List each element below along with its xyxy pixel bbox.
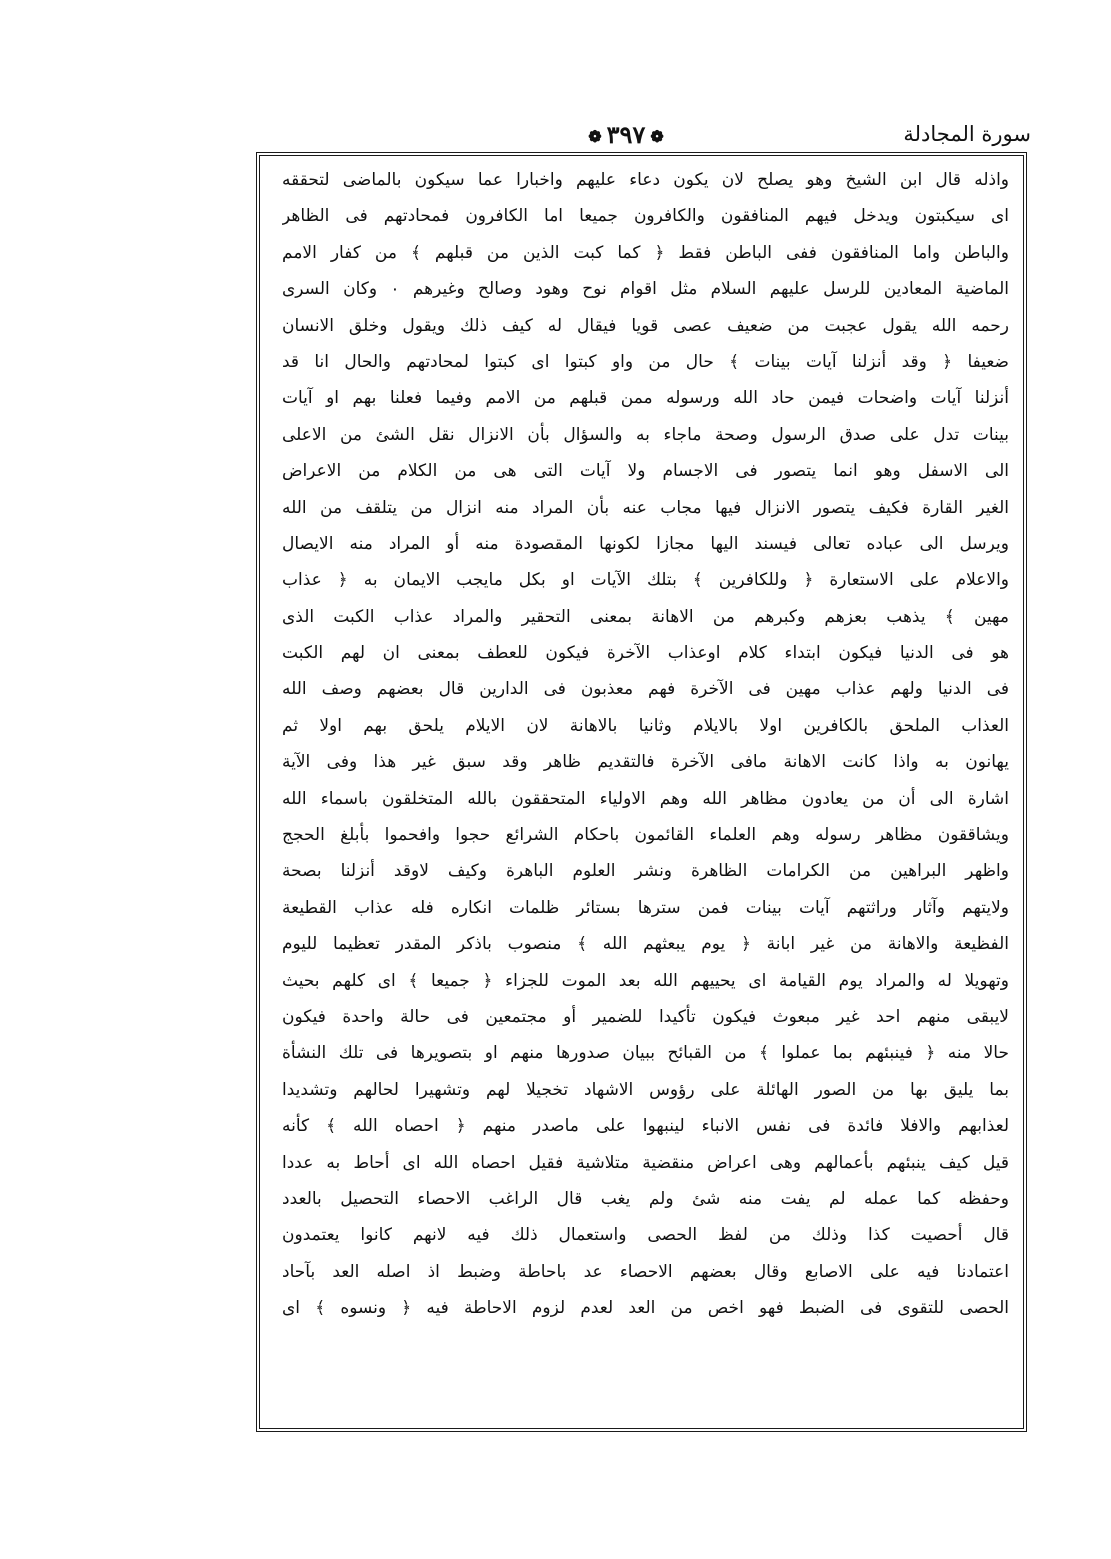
text-line: اشارة الى أن من يعادون مظاهر الله وهم الاولياء المتحققون بالله المتخلقون باسماء الله <box>282 788 1009 809</box>
text-line: قيل كيف ينبئهم بأعمالهم وهى اعراض منقضية متلاشية فقيل احصاه الله اى أحاط به عددا <box>282 1152 1009 1173</box>
text-line: الفظيعة والاهانة من غير ابانة ﴿ يوم يبعثهم الله ﴾ منصوب باذكر المقدر تعظيما لليوم <box>282 934 1009 955</box>
text-line: لعذابهم والافلا فائدة فى نفس الانباء لينبهوا على ماصدر منهم ﴿ احصاه الله ﴾ كأنه <box>282 1116 1009 1137</box>
text-line: اعتمادنا فيه على الاصابع وقال بعضهم الاحصاء عد باحاطة وضبط اذ اصله العد بآحاد <box>282 1261 1009 1282</box>
text-line: الماضية المعادين للرسل عليهم السلام مثل اقوام نوح وهود وصالح وغيرهم ٠ وكان السرى <box>282 279 1009 300</box>
page-number-value: ٣٩٧ <box>606 120 646 149</box>
text-line: قال أحصيت كذا وذلك من لفظ الحصى واستعمال ذلك فيه لانهم كانوا يعتمدون <box>282 1225 1009 1246</box>
text-line: ولايتهم وآثار وراثتهم آيات بينات فمن سترها بستائر ظلمات انكاره فله عذاب القطيعة <box>282 897 1009 918</box>
text-line: بينات تدل على صدق الرسول وصحة ماجاء به والسؤال بأن الانزال نقل الشئ من الاعلى <box>282 424 1009 445</box>
page-header <box>256 118 1031 154</box>
text-line: والاعلام على الاستعارة ﴿ وللكافرين ﴾ بتلك الآيات او بكل مايجب الايمان به ﴿ عذاب <box>282 570 1009 591</box>
page-frame <box>256 152 1027 1432</box>
text-line: مهين ﴾ يذهب بعزهم وكبرهم من الاهانة بمعنى التحقير والمراد عذاب الكبت الذى <box>282 606 1009 627</box>
text-line: أنزلنا آيات واضحات فيمن حاد الله ورسوله ممن قبلهم من الامم وفيما فعلنا بهم او آيات <box>282 388 1009 409</box>
text-line: وتهويلا له والمراد يوم القيامة اى يحييهم الله بعد الموت للجزاء ﴿ جميعا ﴾ اى كلهم بحيث <box>282 970 1009 991</box>
page-number <box>556 120 696 149</box>
ornament-right-icon: ❁ <box>650 127 664 146</box>
text-line: اى سيكبتون ويدخل فيهم المنافقون والكافرون جميعا اما الكافرون فمحادتهم فى الظاهر <box>282 206 1009 227</box>
text-line: واظهر البراهين من الكرامات الظاهرة ونشر العلوم الباهرة وكيف لاوقد أنزلنا بصحة <box>282 861 1009 882</box>
text-line: ضعيفا ﴿ وقد أنزلنا آيات بينات ﴾ حال من واو كبتوا اى كبتوا لمحادتهم والحال انا قد <box>282 351 1009 372</box>
text-line: الغير القارة فكيف يتصور الانزال فيها مجاب عنه بأن المراد منه انزال من يتلقف من الله <box>282 497 1009 518</box>
surah-title: سورة المجادلة <box>903 122 1031 146</box>
text-line: رحمه الله يقول عجبت من ضعيف عصى قويا فيقال له كيف ذلك ويقول وخلق الانسان <box>282 315 1009 336</box>
text-line: بما يليق بها من الصور الهائلة على رؤوس الاشهاد تخجيلا لهم وتشهيرا لحالهم وتشديدا <box>282 1079 1009 1100</box>
text-line: حالا منه ﴿ فينبئهم بما عملوا ﴾ من القبائح ببيان صدورها منهم او بتصويرها فى تلك النشأة <box>282 1043 1009 1064</box>
text-body <box>282 162 1009 1422</box>
text-line: وحفظه كما عمله لم يفت منه شئ ولم يغب قال الراغب الاحصاء التحصيل بالعدد <box>282 1188 1009 1209</box>
ornament-left-icon: ❁ <box>588 127 602 146</box>
text-line: العذاب الملحق بالكافرين اولا بالايلام وثانيا بالاهانة لان الايلام يلحق بهم اولا ثم <box>282 715 1009 736</box>
text-line: واذله قال ابن الشيخ وهو يصلح لان يكون دعاء عليهم واخبارا عما سيكون بالماضى لتحققه <box>282 170 1009 190</box>
text-line: يهانون به واذا كانت الاهانة مافى الآخرة فالتقديم ظاهر وقد سبق غير هذا وفى الآية <box>282 752 1009 773</box>
text-line: والباطن واما المنافقون ففى الباطن فقط ﴿ كما كبت الذين من قبلهم ﴾ من كفار الامم <box>282 242 1009 263</box>
text-line: ويشاققون مظاهر رسوله وهم العلماء القائمون باحكام الشرائع حجوا وافحموا بأبلغ الحجج <box>282 825 1009 846</box>
text-line: الحصى للتقوى فى الضبط فهو اخص من العد لعدم لزوم الاحاطة فيه ﴿ ونسوه ﴾ اى <box>282 1298 1009 1319</box>
text-line: لايبقى منهم احد غير مبعوث فيكون تأكيدا للضمير أو مجتمعين فى حالة واحدة فيكون <box>282 1006 1009 1027</box>
text-line: هو فى الدنيا فيكون ابتداء كلام اوعذاب الآخرة فيكون للعطف بمعنى ان لهم الكبت <box>282 643 1009 664</box>
text-line: فى الدنيا ولهم عذاب مهين فى الآخرة فهم معذبون فى الدارين قال بعضهم وصف الله <box>282 679 1009 700</box>
text-line: ويرسل الى عباده تعالى فيسند اليها مجازا لكونها المقصودة منه أو المراد منه الايصال <box>282 533 1009 554</box>
text-line: الى الاسفل وهو انما يتصور فى الاجسام ولا آيات التى هى من الكلام من الاعراض <box>282 461 1009 482</box>
